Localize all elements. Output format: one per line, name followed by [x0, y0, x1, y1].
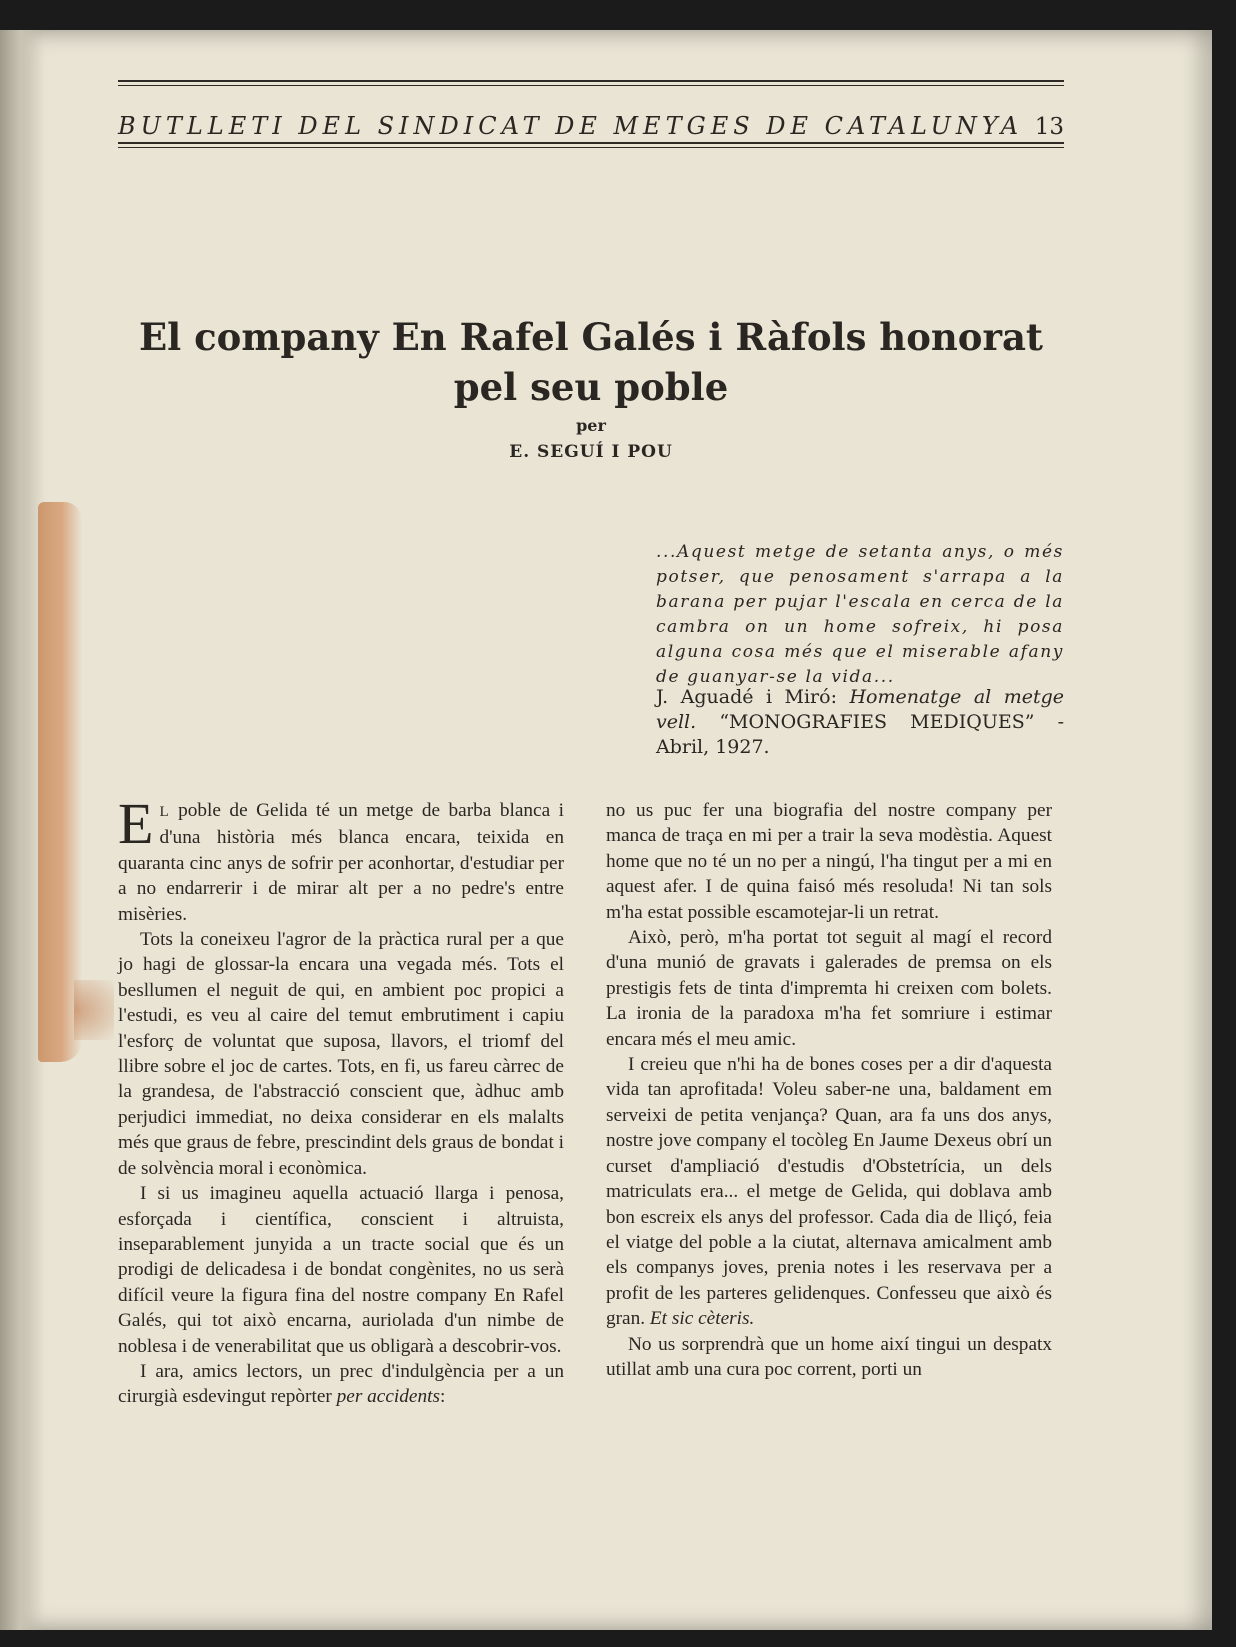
head-rule-top — [118, 80, 1064, 82]
epigraph-citation — [656, 685, 1064, 760]
epigraph-cite-source: “MONOGRAFIES MEDIQUES” - Abril, 1927. — [656, 711, 1064, 758]
running-head-word: CATALUNYA — [824, 112, 1024, 140]
paper-stain-spot — [74, 980, 114, 1040]
epigraph-cite-work: Homenatge al metge vell. — [656, 686, 1064, 733]
epigraph-quote: ...Aquest metge de setanta anys, o més potser, que penosament s'arrapa a la barana per pujar l'escala en cerca de la cambra on un home sofreix, hi posa alguna cosa més que el miserable afany de guanyar-se la vida... — [656, 542, 1064, 687]
running-head — [118, 80, 1064, 158]
paragraph — [118, 791, 564, 927]
paragraph: Això, però, m'ha portat tot seguit al magí el record d'una munió de gravats i galerades de premsa on els prestigis fets de tinta d'impremta hi creixen com bolets. La ironia de la paradoxa m'ha fet somriure i estimar encara més el meu amic. — [606, 927, 1052, 1050]
byline-author: E. SEGUÍ I POU — [509, 442, 673, 462]
small-caps: L — [159, 804, 170, 820]
head-rule-top-thin — [118, 85, 1064, 86]
paper-stain — [38, 502, 82, 1062]
running-head-word: DE — [555, 112, 602, 140]
byline-per: per — [576, 416, 606, 435]
paragraph: no us puc fer una biografia del nostre company per manca de traça en mi per a trair la seva modèstia. Aquest home que no té un no per a ningú, l'ha tingut per a mi en aquest afer. I de quina faisó més resoluda! Ni tan sols m'ha estat possible escamotejar-li un retrat. — [606, 800, 1052, 923]
paragraph: I si us imagineu aquella actuació llarga i penosa, esforçada i científica, conscient i altruista, inseparablement junyida a un tracte social que és un prodigi de delicadesa i de bondat congènites, no us serà difícil veure la figura fina del nostre company En Rafel Galés, qui tot això encarna, auriolada d'un nimbe de noblesa i de venerabilitat que us obligarà a descobrir-vos. — [118, 1183, 564, 1357]
running-head-word: METGES — [613, 112, 755, 140]
paragraph — [118, 1359, 564, 1410]
running-head-word: BUTLLETI — [118, 112, 287, 140]
right-column — [606, 798, 1052, 1382]
italic-text: Et sic cèteris. — [649, 1308, 755, 1330]
epigraph-cite-author: J. Aguadé i Miró: — [656, 686, 850, 708]
paragraph: Tots la coneixeu l'agror de la pràctica rural per a que jo hagi de glossar-la encara una vegada més. Tots el besllumen el neguit de qui, en ambient poc propici a l'estudi, es veu al caire del temut embrutiment i capiu l'esforç de voluntat que suposa, llavors, el triomf del llibre sobre el joc de cartes. Tots, en fi, us fareu càrrec de la grandesa, de l'abstracció conscient que, àdhuc amb perjudici immediat, no deixa considerar en els malalts més que graus de febre, prescindint dels graus de bondat i de solvència moral i econòmica. — [118, 929, 565, 1179]
paragraph-text: I creieu que n'hi ha de bones coses per a dir d'aquesta vida tan aprofitada! Voleu saber-ne una, baldament em serveixi de petita venjança? Quan, ara fa uns dos anys, nostre jove company el tocòleg En Jaume Dexeus obrí un curset d'ampliació d'estudis d'Obstetrícia, un dels matriculats era... el metge de Gelida, qui doblava amb bon escreix els anys del professor. Cada dia de lliçó, feia el viatge del poble a la ciutat, alternava amicalment amb els companys joves, prenia notes i les reservava per a profit de les parteres gelidenques. Confesseu que això és gran. — [606, 1054, 1052, 1330]
paragraph-text: : — [439, 1386, 446, 1408]
running-head-word: SINDICAT — [377, 112, 544, 140]
title-line-1: El company En Rafel Galés i Ràfols honorat — [138, 315, 1044, 359]
italic-text: per accidents — [336, 1386, 440, 1408]
head-rule-bottom-thin — [118, 147, 1064, 148]
paragraph: No us sorprendrà que un home així tingui un despatx utillat amb una cura poc corrent, porti un — [606, 1333, 1052, 1380]
page-number: 13 — [1034, 114, 1064, 140]
journal-page — [0, 30, 1212, 1630]
left-column — [118, 791, 565, 1410]
title-line-2: pel seu poble — [453, 365, 729, 409]
drop-cap: E — [118, 791, 154, 856]
running-head-text — [118, 112, 1064, 140]
paragraph-text: poble de Gelida té un metge de barba blanca i d'una història més blanca encara, teixida en quaranta cinc anys de sofrir per aconhortar, d'estudiar per a no endarrerir i de mirar alt per a no pedre's entre misèries. — [118, 800, 564, 925]
article-title — [118, 312, 1064, 412]
head-rule-bottom — [118, 142, 1064, 144]
paragraph — [606, 1052, 1052, 1331]
running-head-word: DE — [766, 112, 814, 140]
paragraph-text: I ara, amics lectors, un prec d'indulgència per a un cirurgià esdevingut repòrter — [118, 1360, 564, 1408]
running-head-word: DEL — [298, 112, 367, 140]
